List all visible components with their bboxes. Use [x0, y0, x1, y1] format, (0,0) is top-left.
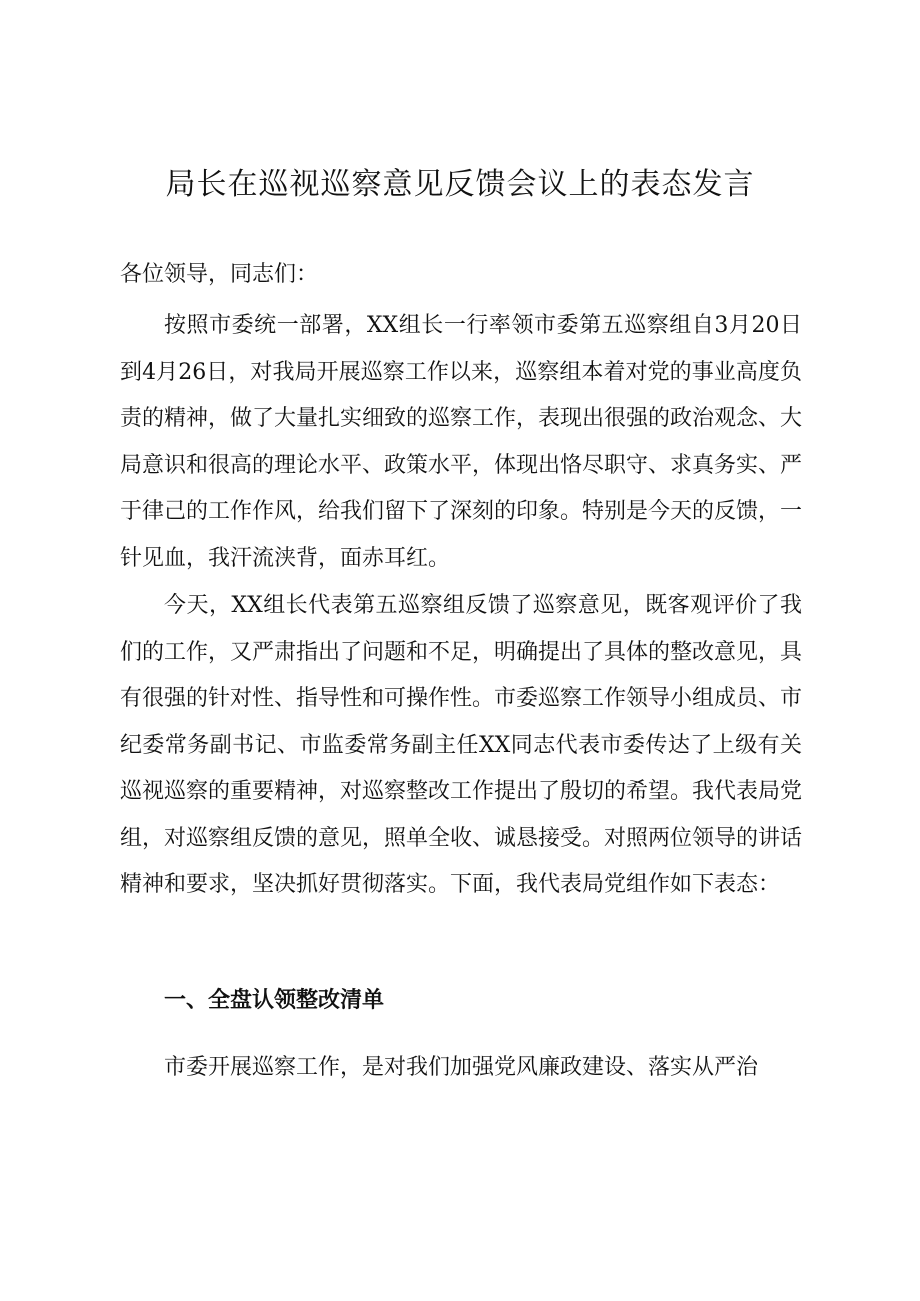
paragraph-1: 按照市委统一部署，XX组长一行率领市委第五巡察组自3月20日到4月26日，对我局开展巡察工作以来，巡察组本着对党的事业高度负责的精神，做了大量扎实细致的巡察工作，表现出很强的政治观念、大局意识和很高的理论水平、政策水平，体现出恪尽职守、求真务实、严于律己的工作作风，给我们留下了深刻的印象。特别是今天的反馈，一针见血，我汗流浃背，面赤耳红。	[120, 313, 803, 571]
salutation: 各位领导，同志们：	[120, 262, 319, 287]
paragraph-3: 市委开展巡察工作，是对我们加强党风廉政建设、落实从严治	[164, 1055, 759, 1080]
paragraph-2: 今天，XX组长代表第五巡察组反馈了巡察意见，既客观评价了我们的工作，又严肃指出了问题和不足，明确提出了具体的整改意见，具有很强的针对性、指导性和可操作性。市委巡察工作领导小组成员、市纪委常务副书记、市监委常务副主任XX同志代表市委传达了上级有关巡视巡察的重要精神，对巡察整改工作提出了殷切的希望。我代表局党组，对巡察组反馈的意见，照单全收、诚恳接受。对照两位领导的讲话精神和要求，坚决抓好贯彻落实。下面，我代表局党组作如下表态：	[120, 593, 803, 897]
document-title: 局长在巡视巡察意见反馈会议上的表态发言	[165, 167, 755, 202]
section-heading-1: 一、全盘认领整改清单	[164, 988, 385, 1013]
